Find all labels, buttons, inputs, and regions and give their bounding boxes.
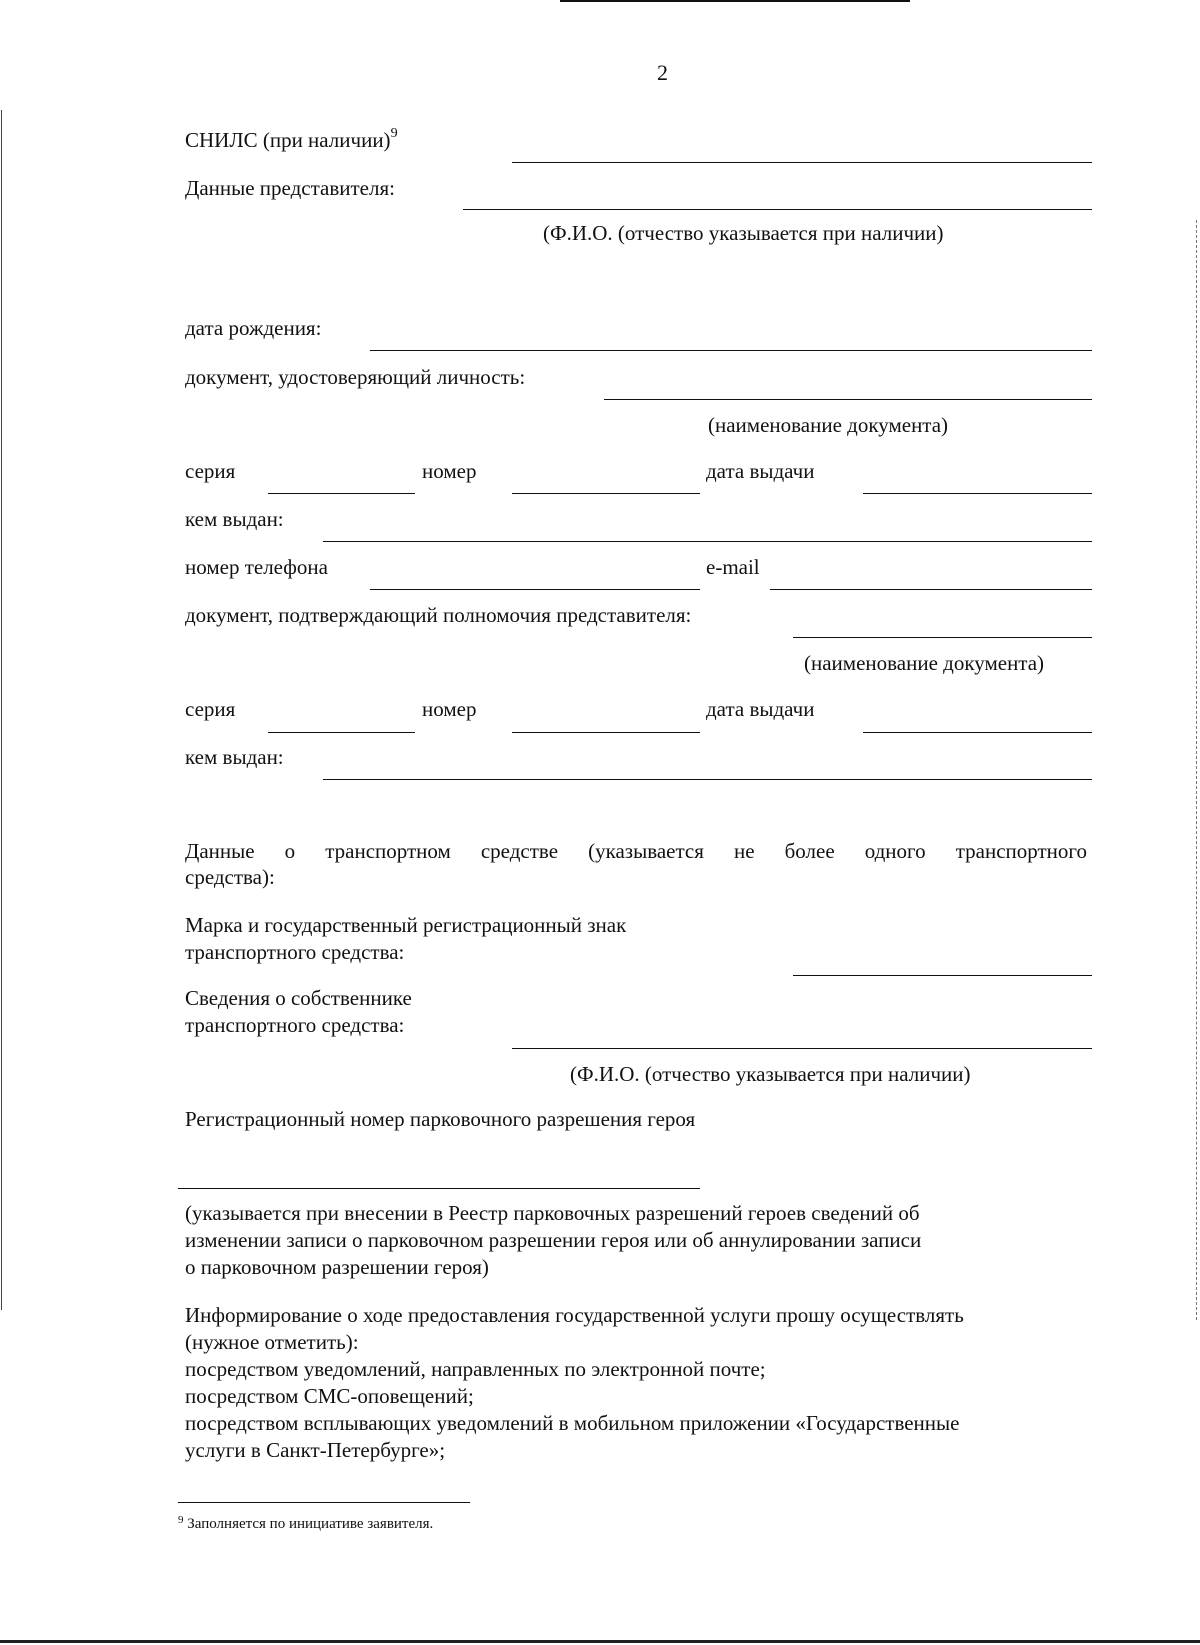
issued-by-label-2: кем выдан: [185,745,284,769]
top-rule [560,0,910,2]
notification-option-sms[interactable]: посредством СМС-оповещений; [185,1384,474,1408]
bottom-rule [0,1640,1200,1643]
vehicle-owner-label: Сведения о собственнике [185,986,412,1010]
number-field[interactable] [512,493,700,494]
id-document-field[interactable] [604,399,1092,400]
representative-fio-caption: (Ф.И.О. (отчество указывается при наличии) [543,221,944,245]
number-label-2: номер [422,697,477,721]
snils-label: СНИЛС (при наличии)$^9$ [185,126,398,152]
issue-date-label-2: дата выдачи [706,697,815,721]
notification-option-push-cont: услуги в Санкт-Петербурге»; [185,1438,446,1462]
issued-by-field-2[interactable] [323,779,1092,780]
id-document-caption: (наименование документа) [708,413,949,437]
vehicle-intro: Данные о транспортном средстве (указывается не более одного транспортного [185,839,1087,863]
birth-date-field[interactable] [370,350,1092,351]
snils-field[interactable] [512,162,1092,163]
issued-by-field[interactable] [323,541,1092,542]
footnote-text: Заполняется по инициативе заявителя. [187,1516,434,1532]
vehicle-brand-label-cont: транспортного средства: [185,940,405,964]
email-field[interactable] [770,589,1092,590]
representative-fio-field[interactable] [463,209,1092,210]
authority-document-caption: (наименование документа) [804,651,1045,675]
representative-label: Данные представителя: [185,176,395,200]
notification-option-email[interactable]: посредством уведомлений, направленных по электронной почте; [185,1357,766,1381]
id-document-label: документ, удостоверяющий личность: [185,365,526,389]
vehicle-owner-caption: (Ф.И.О. (отчество указывается при наличии) [570,1062,971,1086]
permit-note-line2: изменении записи о парковочном разрешении героя или об аннулировании записи [185,1228,922,1252]
email-label: e-mail [706,555,760,579]
phone-label: номер телефона [185,555,328,579]
series-field[interactable] [268,493,415,494]
birth-date-label: дата рождения: [185,316,322,340]
notification-intro: Информирование о ходе предоставления государственной услуги прошу осуществлять [185,1303,964,1327]
footnote-separator [178,1502,470,1503]
issue-date-label: дата выдачи [706,459,815,483]
series-label-2: серия [185,697,236,721]
footnote-mark: 9 [178,1514,184,1526]
number-label: номер [422,459,477,483]
authority-document-field[interactable] [793,637,1092,638]
number-field-2[interactable] [512,732,700,733]
phone-field[interactable] [370,589,700,590]
scan-edge-right [1196,220,1197,1320]
footnote-ref: 9 [390,126,398,141]
vehicle-brand-label: Марка и государственный регистрационный знак [185,913,627,937]
scan-edge-left [1,110,2,1310]
permit-number-field[interactable] [178,1188,700,1189]
permit-note-line1: (указывается при внесении в Реестр парковочных разрешений героев сведений об [185,1201,920,1225]
page-number: 2 [657,60,668,85]
authority-document-label: документ, подтверждающий полномочия представителя: [185,603,692,627]
issue-date-field-2[interactable] [863,732,1092,733]
notification-intro-cont: (нужное отметить): [185,1330,359,1354]
issue-date-field[interactable] [863,493,1092,494]
series-field-2[interactable] [268,732,415,733]
vehicle-brand-field[interactable] [793,975,1092,976]
vehicle-owner-label-cont: транспортного средства: [185,1013,405,1037]
permit-note-line3: о парковочном разрешении героя) [185,1255,489,1279]
permit-number-label: Регистрационный номер парковочного разрешения героя [185,1107,696,1131]
series-label: серия [185,459,236,483]
vehicle-intro-cont: средства): [185,865,275,889]
notification-option-push[interactable]: посредством всплывающих уведомлений в мобильном приложении «Государственные [185,1411,960,1435]
vehicle-owner-field[interactable] [512,1048,1092,1049]
issued-by-label: кем выдан: [185,507,284,531]
footnote [178,1515,433,1533]
